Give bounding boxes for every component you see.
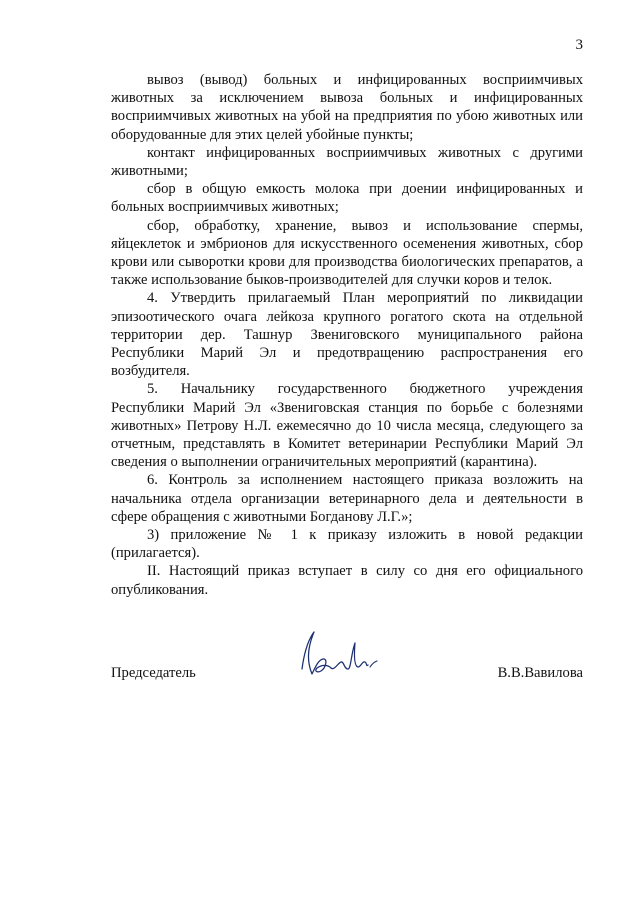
paragraph-item-6: 6. Контроль за исполнением настоящего приказа возложить на начальника отдела организации ветеринарного дела и деятельности в сфере обращения с животными Богданову Л.Г.»; <box>111 472 583 525</box>
paragraph-item-4: 4. Утвердить прилагаемый План мероприятий по ликвидации эпизоотического очага лейкоза крупного рогатого скота на отдельной территории дер. Ташнур Звениговского муниципального района Республики Марий Эл и предотвращению распространения его возбудителя. <box>111 290 583 380</box>
paragraph-milk: сбор в общую емкость молока при доении инфицированных и больных восприимчивых животных; <box>111 181 583 216</box>
paragraph-effective: II. Настоящий приказ вступает в силу со дня его официального опубликования. <box>111 563 583 598</box>
signatory-title: Председатель <box>111 665 196 681</box>
signatory-name: В.В.Вавилова <box>497 665 583 681</box>
page-number: 3 <box>575 37 583 53</box>
paragraph-appendix: 3) приложение № 1 к приказу изложить в новой редакции (прилагается). <box>111 527 583 562</box>
paragraph-sperm: сбор, обработку, хранение, вывоз и использование спермы, яйцеклеток и эмбрионов для искусственного осеменения животных, сбор крови или сыворотки крови для производства биологических препаратов, а также использование быков-производителей для случки коров и телок. <box>111 217 583 289</box>
signature-block <box>111 664 583 684</box>
paragraph-item-5: 5. Начальнику государственного бюджетного учреждения Республики Марий Эл «Звениговская станция по борьбе с болезнями животных» Петрову Н.Л. ежемесячно до 10 числа месяца, следующего за отчетным, представлять в Комитет ветеринарии Республики Марий Эл сведения о выполнении ограничительных мероприятий (карантина). <box>111 381 583 471</box>
paragraph-contact: контакт инфицированных восприимчивых животных с другими животными; <box>111 144 583 180</box>
paragraph-removal: вывоз (вывод) больных и инфицированных восприимчивых животных за исключением вывоза больных и инфицированных восприимчивых животных на убой на предприятия по убою животных или оборудованные для этих целей убойные пункты; <box>111 72 583 143</box>
document-body <box>111 71 583 599</box>
